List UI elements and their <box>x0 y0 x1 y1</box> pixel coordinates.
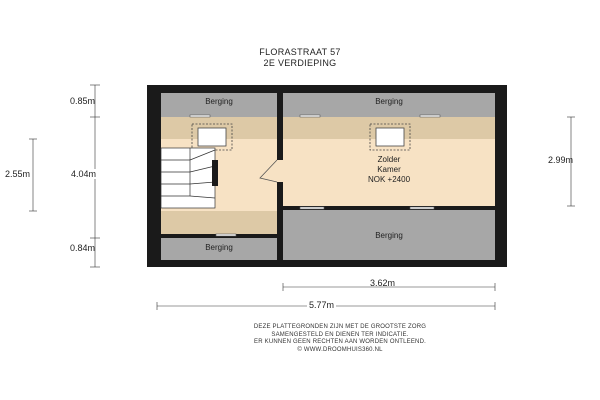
dim-label-width-total: 5.77m <box>309 300 335 310</box>
room-label-berging-top-left: Berging <box>205 97 233 106</box>
disclaimer-line-3: ER KUNNEN GEEN RECHTEN AAN WORDEN ONTLEEND. <box>254 339 426 345</box>
room-label-berging-top-right: Berging <box>375 97 403 106</box>
staircase <box>161 148 215 208</box>
hatch-1 <box>190 115 210 117</box>
dim-label-left-mid: 2.55m <box>5 169 31 179</box>
dim-label-right-height: 2.99m <box>548 155 574 165</box>
disclaimer <box>180 324 500 354</box>
disclaimer-line-1: DEZE PLATTEGRONDEN ZIJN MET DE GROOTSTE ZORG <box>253 324 427 330</box>
hatch-3 <box>420 115 440 117</box>
skylight-left-pane <box>198 128 226 146</box>
hatch-4 <box>300 207 324 209</box>
disclaimer-line-4[interactable]: © WWW.DROOMHUIS360.NL <box>297 346 383 353</box>
room-label-kamer: Kamer <box>377 165 401 174</box>
hatch-6 <box>216 234 236 236</box>
disclaimer-line-2: SAMENGESTELD EN DIENEN TER INDICATIE. <box>271 331 409 338</box>
room-label-zolder: Zolder <box>377 155 401 164</box>
dim-label-total-depth: 4.04m <box>71 169 97 179</box>
room-label-berging-bottom-left: Berging <box>205 243 233 252</box>
room-label-nok: NOK +2400 <box>367 175 411 184</box>
room-label-berging-bottom-right: Berging <box>375 231 403 240</box>
stair-rail <box>212 160 218 186</box>
slope-bottom-left <box>161 211 277 234</box>
hatch-5 <box>410 207 434 209</box>
address-title: FLORASTRAAT 57 <box>259 47 341 57</box>
hatch-2 <box>300 115 320 117</box>
dim-label-top-strip: 0.85m <box>70 96 96 106</box>
dim-label-width-right: 3.62m <box>370 278 396 288</box>
skylight-right-pane <box>376 128 404 146</box>
floor-title: 2E VERDIEPING <box>263 58 337 68</box>
dim-label-bottom-strip: 0.84m <box>70 243 96 253</box>
